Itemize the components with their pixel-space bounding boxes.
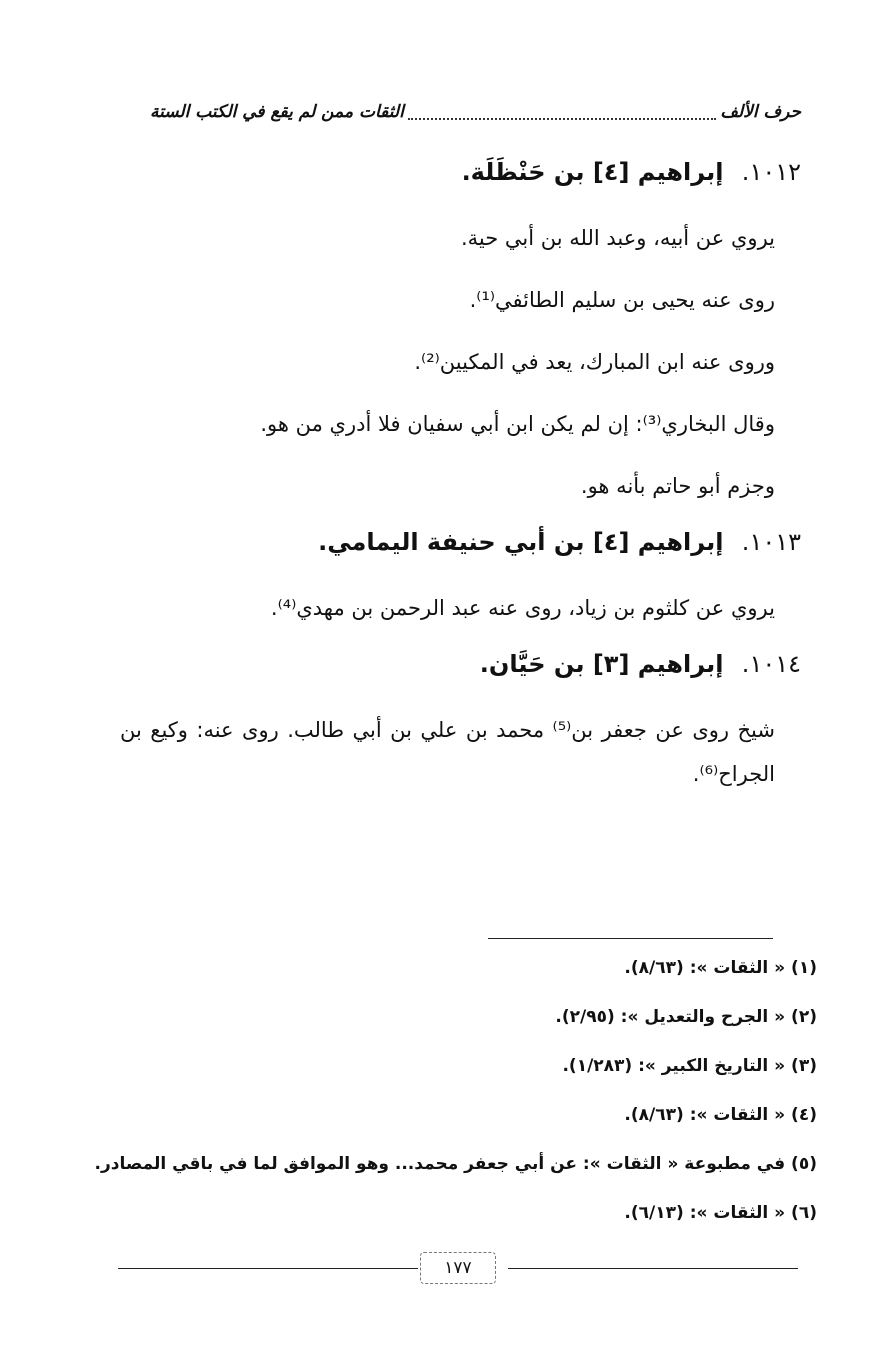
entry-title-1013 xyxy=(130,528,801,556)
header-book-title: الثقات ممن لم يقع في الكتب الستة xyxy=(150,102,404,122)
footnote-4: (٤) « الثقات »: (٨/٦٣). xyxy=(624,1105,817,1125)
entry-line: وروى عنه ابن المبارك، يعد في المكيين⁽²⁾. xyxy=(414,350,775,374)
entry-paragraph: شيخ روى عن جعفر بن⁽⁵⁾ محمد بن علي بن أبي طالب. روى عنه: وكيع بن الجراح⁽⁶⁾. xyxy=(120,718,775,786)
entry-name: إبراهيم [٤] بن أبي حنيفة اليمامي. xyxy=(318,528,724,556)
footnote-6: (٦) « الثقات »: (٦/١٣). xyxy=(624,1203,817,1223)
entry-number: ١٠١٤. xyxy=(741,650,801,678)
entry-line: روى عنه يحيى بن سليم الطائفي⁽¹⁾. xyxy=(469,288,775,312)
page-footer xyxy=(118,1252,798,1288)
entry-title-1012 xyxy=(130,158,801,186)
footnote-5: (٥) في مطبوعة « الثقات »: عن أبي جعفر محمد... وهو الموافق لما في باقي المصادر. xyxy=(94,1154,817,1174)
header-dots xyxy=(408,104,717,120)
entry-name: إبراهيم [٣] بن حَيَّان. xyxy=(479,650,724,678)
footnote-separator xyxy=(488,938,773,939)
footer-rule-left xyxy=(118,1268,418,1269)
entry-number: ١٠١٢. xyxy=(741,158,801,186)
footnote-3: (٣) « التاريخ الكبير »: (١/٢٨٣). xyxy=(562,1056,817,1076)
entry-number: ١٠١٣. xyxy=(741,528,801,556)
header-chapter: حرف الألف xyxy=(720,102,801,122)
footer-rule-right xyxy=(508,1268,798,1269)
entry-title-1014 xyxy=(130,650,801,678)
entry-line: وقال البخاري⁽³⁾: إن لم يكن ابن أبي سفيان فلا أدري من هو. xyxy=(260,412,775,436)
page-number: ١٧٧ xyxy=(420,1252,496,1284)
entry-line: وجزم أبو حاتم بأنه هو. xyxy=(580,474,775,498)
entry-line: يروي عن أبيه، وعبد الله بن أبي حية. xyxy=(460,226,775,250)
footnote-2: (٢) « الجرح والتعديل »: (٢/٩٥). xyxy=(555,1007,817,1027)
entry-name: إبراهيم [٤] بن حَنْظَلَة. xyxy=(461,158,724,186)
entry-line: يروي عن كلثوم بن زياد، روى عنه عبد الرحمن بن مهدي⁽⁴⁾. xyxy=(270,596,775,620)
footnote-1: (١) « الثقات »: (٨/٦٣). xyxy=(624,958,817,978)
running-header xyxy=(150,96,801,128)
